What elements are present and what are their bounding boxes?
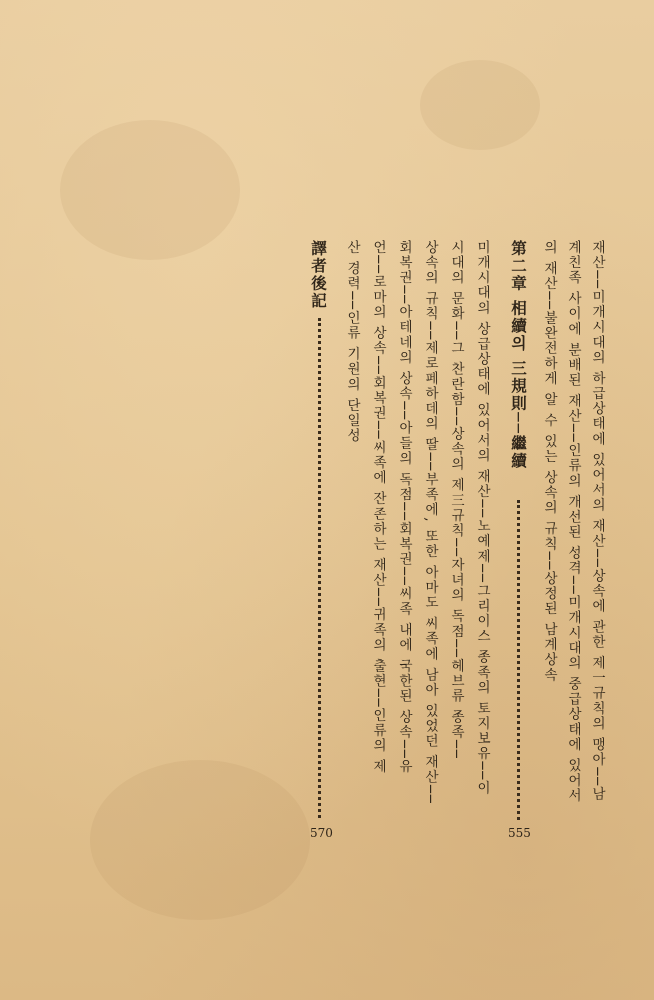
toc-line: 계친족 사이에 분배된 재산──인류의 개선된 성격──미개시대의 중급상태에 있어서 <box>565 240 581 804</box>
toc-line: 의 재산──불완전하게 알 수 있는 상속의 규칙──상정된 남계상속 <box>541 240 557 683</box>
toc-line: 시대의 문화──그 찬란함──상속의 제三규칙──자녀의 독점──헤브류 종족── <box>448 240 464 760</box>
toc-line: 상속의 규칙──제로페하데의 딸──부족에, 또한 아마도 씨족에 남아 있었던 재산── <box>422 240 438 805</box>
toc-line: 언──로마의 상속──회복권──씨족에 잔존하는 재산──귀족의 출현──인류의 제 <box>370 240 386 775</box>
afterword-dot-leader <box>318 318 321 818</box>
toc-line: 재산──미개시대의 하급상태에 있어서의 재산──상속에 관한 제一규칙의 맹아──남 <box>589 240 605 802</box>
toc-line: 산 경력──인류 기원의 단일성 <box>344 240 360 444</box>
afterword-page-number: 570 <box>310 826 333 840</box>
toc-line: 미개시대의 상급상태에 있어서의 재산──노예제──그리이스 종족의 토지보유──이 <box>474 240 490 796</box>
paper-stain <box>420 60 540 150</box>
toc-line: 회복권──아테네의 상속──아들의 독점──회복권──씨족 내에 국한된 상속──유 <box>396 240 412 775</box>
paper-stain <box>90 760 310 920</box>
chapter-dot-leader <box>517 500 520 820</box>
chapter-heading: 第二章 相續의 三規則──繼續 <box>509 240 528 470</box>
chapter-page-number: 555 <box>508 826 531 840</box>
afterword-heading: 譯者後記 <box>309 240 328 310</box>
paper-stain <box>60 120 240 260</box>
